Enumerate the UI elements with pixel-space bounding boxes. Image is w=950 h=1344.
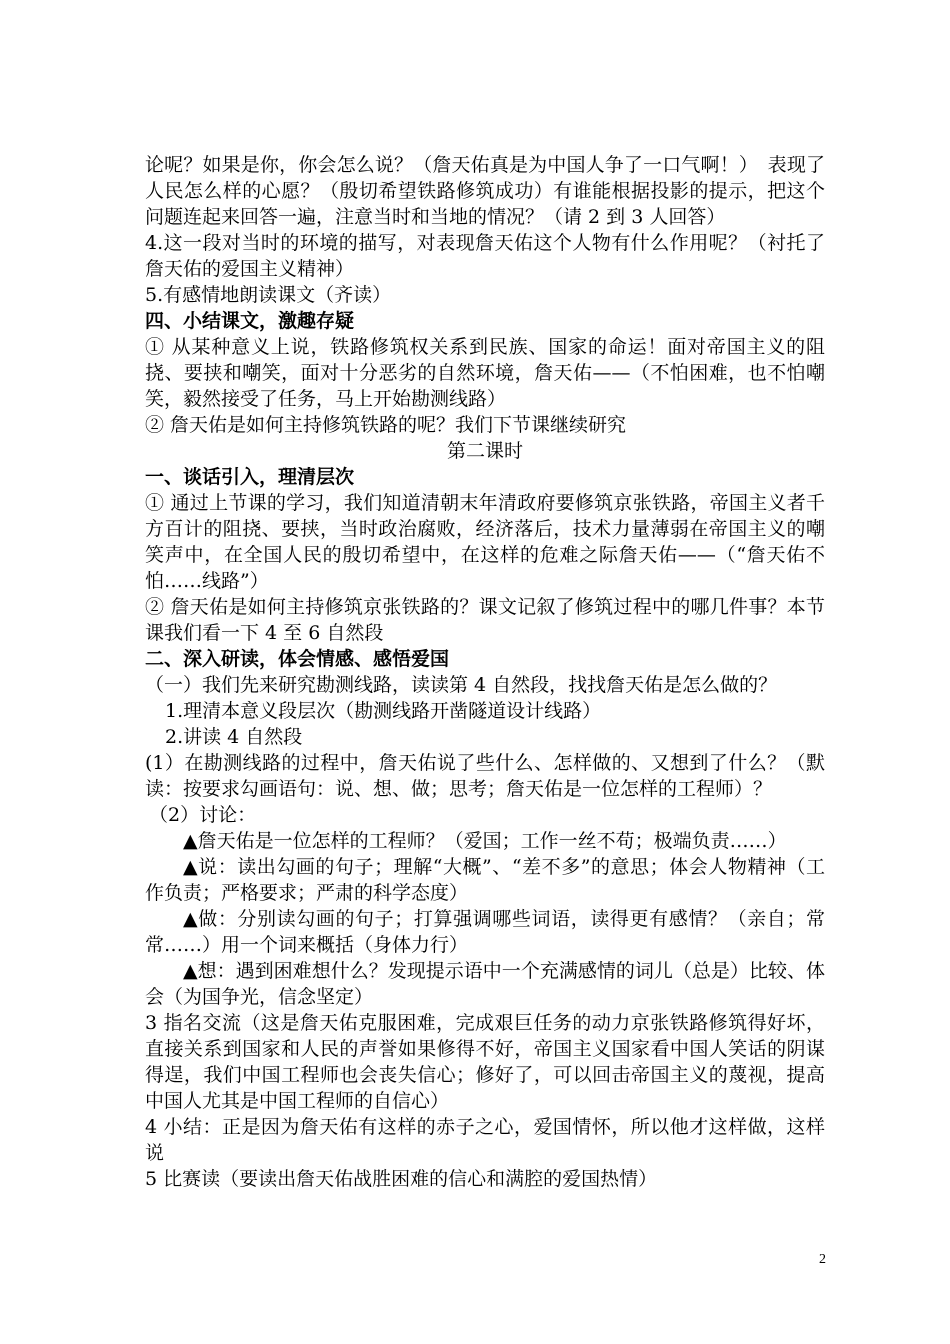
page-number: 2 xyxy=(819,1252,826,1267)
paragraph: 4.这一段对当时的环境的描写，对表现詹天佑这个人物有什么作用呢？（衬托了詹天佑的爱国主义精神） xyxy=(145,232,825,280)
section-heading: 一、谈话引入，理清层次 xyxy=(145,466,355,488)
paragraph: 1.理清本意义段层次（勘测线路开凿隧道设计线路） xyxy=(165,700,602,722)
paragraph: ▲想：遇到困难想什么？发现提示语中一个充满感情的词儿（总是）比较、体会（为国争光，信念坚定） xyxy=(145,960,825,1008)
paragraph: （2）讨论： xyxy=(149,804,257,826)
section-heading: 二、深入研读，体会情感、感悟爱国 xyxy=(145,648,450,670)
paragraph: (1）在勘测线路的过程中，詹天佑说了些什么、怎样做的、又想到了什么？（默读：按要求勾画语句：说、想、做；思考；詹天佑是一位怎样的工程师）？ xyxy=(145,752,825,800)
paragraph: ② 詹天佑是如何主持修筑铁路的呢？我们下节课继续研究 xyxy=(145,414,627,436)
paragraph: ▲做：分别读勾画的句子；打算强调哪些词语，读得更有感情？（亲自；常常……）用一个词来概括（身体力行） xyxy=(145,908,825,956)
section-heading: 四、小结课文，激趣存疑 xyxy=(145,310,355,332)
paragraph: ▲说：读出勾画的句子；理解“大概”、“差不多”的意思；体会人物精神（工作负责；严格要求；严肃的科学态度） xyxy=(145,856,825,904)
paragraph: ▲詹天佑是一位怎样的工程师？（爱国；工作一丝不苟；极端负责……） xyxy=(183,830,787,852)
paragraph: 2.讲读 4 自然段 xyxy=(165,726,303,748)
document-body xyxy=(145,152,825,1192)
paragraph: 5 比赛读（要读出詹天佑战胜困难的信心和满腔的爱国热情） xyxy=(145,1168,658,1190)
paragraph: ① 通过上节课的学习，我们知道清朝末年清政府要修筑京张铁路，帝国主义者千方百计的阻挠、要挟，当时政治腐败，经济落后，技术力量薄弱在帝国主义的嘲笑声中，在全国人民的殷切希望中，在这样的危难之际詹天佑——（“詹天佑不怕……线路”） xyxy=(145,492,825,592)
paragraph: 论呢？如果是你，你会怎么说？（詹天佑真是为中国人争了一口气啊！） 表现了人民怎么样的心愿？（殷切希望铁路修筑成功）有谁能根据投影的提示，把这个问题连起来回答一遍，注意当时和当地的情况？（请 2 到 3 人回答） xyxy=(145,154,825,228)
paragraph: 3 指名交流（这是詹天佑克服困难，完成艰巨任务的动力京张铁路修筑得好坏，直接关系到国家和人民的声誉如果修得不好，帝国主义国家看中国人笑话的阴谋得逞，我们中国工程师也会丧失信心；修好了，可以回击帝国主义的蔑视，提高中国人尤其是中国工程师的自信心） xyxy=(145,1012,825,1112)
lesson-title: 第二课时 xyxy=(446,440,523,462)
paragraph: 4 小结：正是因为詹天佑有这样的赤子之心，爱国情怀，所以他才这样做，这样说 xyxy=(145,1116,825,1164)
paragraph: （一）我们先来研究勘测线路，读读第 4 自然段，找找詹天佑是怎么做的？ xyxy=(145,674,778,696)
paragraph: ② 詹天佑是如何主持修筑京张铁路的？课文记叙了修筑过程中的哪几件事？本节课我们看一下 4 至 6 自然段 xyxy=(145,596,825,644)
paragraph: ① 从某种意义上说，铁路修筑权关系到民族、国家的命运！面对帝国主义的阻挠、要挟和嘲笑，面对十分恶劣的自然环境，詹天佑——（不怕困难，也不怕嘲笑，毅然接受了任务，马上开始勘测线路） xyxy=(145,336,825,410)
paragraph: 5.有感情地朗读课文（齐读） xyxy=(145,284,392,306)
